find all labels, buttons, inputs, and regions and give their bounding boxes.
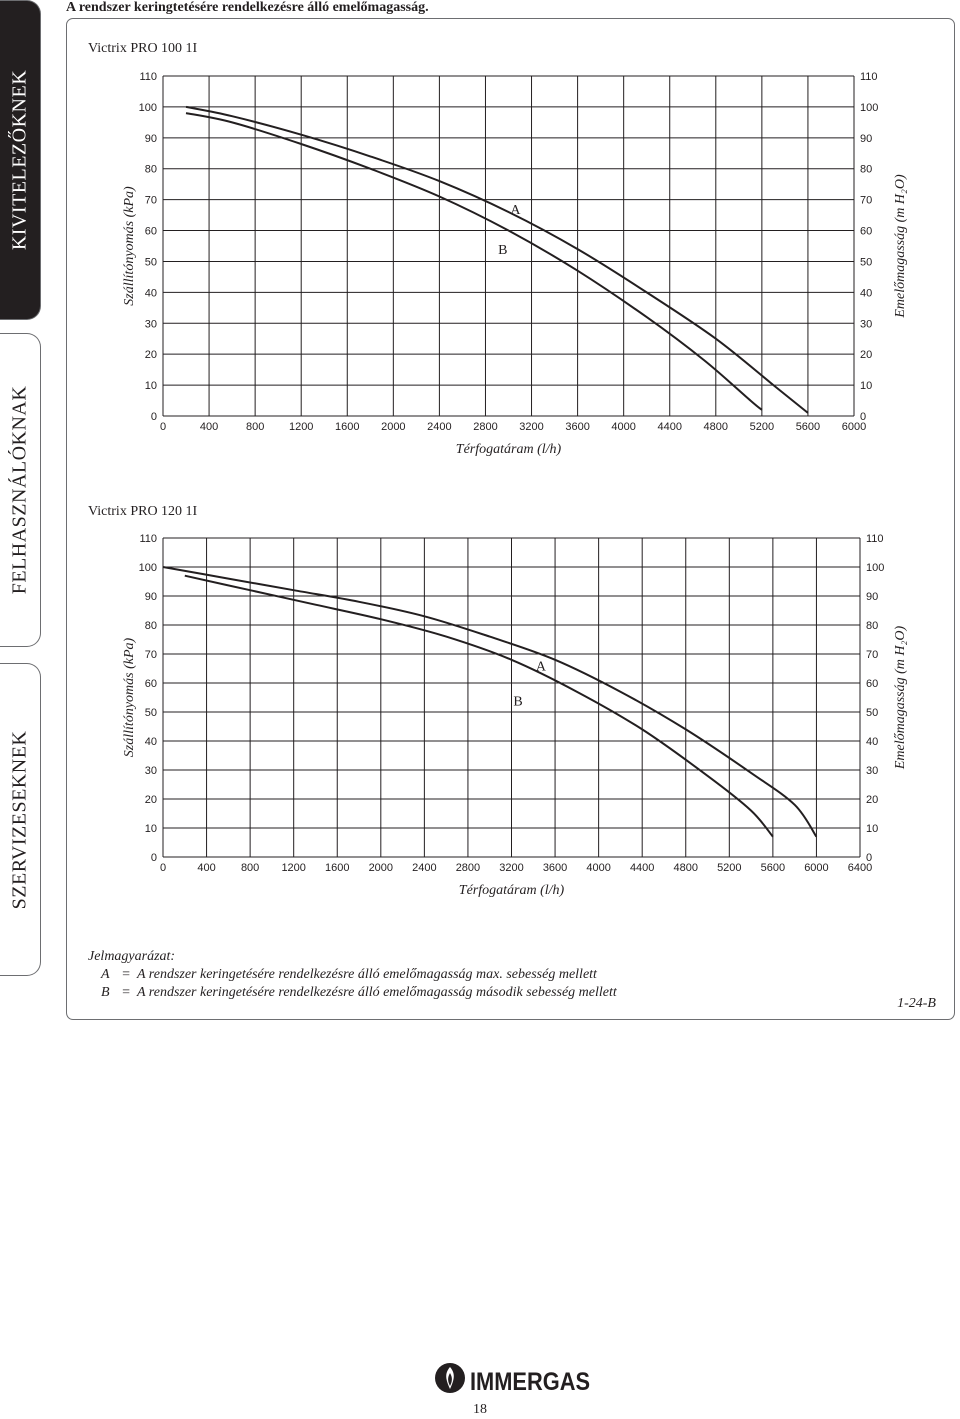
x-tick-label: 4000 (586, 862, 611, 874)
x-tick-label: 0 (159, 862, 167, 874)
y-tick-label: 100 (138, 562, 157, 574)
y-tick-label: 80 (144, 620, 157, 632)
curve-label: B (513, 694, 523, 710)
y-tick-label: 70 (144, 649, 157, 661)
x-tick-label: 3600 (565, 421, 590, 433)
legend-text: A rendszer keringetésére rendelkezésre álló emelőmagasság második sebesség mellett (137, 985, 617, 1000)
x-tick-label: 800 (245, 421, 265, 433)
curve-label: A (535, 659, 546, 675)
x-tick-label: 800 (240, 862, 260, 874)
y-tick-label: 110 (139, 71, 157, 83)
y-tick-label-right: 50 (860, 256, 873, 269)
x-tick-label: 2400 (412, 862, 437, 874)
immergas-logo (433, 1360, 593, 1396)
y-tick-label-right: 10 (860, 380, 873, 393)
legend-key: A (101, 967, 110, 982)
y-tick-label: 110 (139, 533, 157, 545)
legend-separator: = (121, 967, 131, 982)
y-tick-label: 0 (150, 411, 157, 423)
y-axis-label-right: Emelőmagasság (m H₂O) (893, 174, 908, 318)
y-tick-label: 20 (144, 349, 157, 362)
x-tick-label: 4400 (629, 862, 655, 874)
curve-label: A (510, 202, 521, 218)
x-tick-label: 1200 (281, 862, 306, 874)
x-tick-label: 2800 (455, 862, 481, 874)
x-tick-label: 4000 (611, 421, 636, 433)
legend-item-a (88, 966, 617, 984)
y-tick-label: 10 (144, 380, 157, 393)
x-tick-label: 4800 (673, 862, 698, 874)
chart-title: Victrix PRO 100 1I (88, 41, 198, 56)
x-tick-label: 1600 (335, 421, 360, 433)
x-tick-label: 4400 (657, 421, 682, 433)
y-tick-label-right: 20 (860, 349, 873, 362)
y-tick-label-right: 40 (866, 736, 879, 748)
y-tick-label: 90 (144, 132, 157, 145)
x-tick-label: 5600 (760, 862, 786, 874)
y-tick-label-right: 70 (860, 194, 873, 207)
y-tick-label-right: 0 (866, 852, 873, 864)
x-axis-label: Térfogatáram (l/h) (455, 442, 562, 457)
x-tick-label: 6000 (841, 421, 867, 433)
y-tick-label-right: 80 (860, 163, 873, 176)
y-axis-label: Szállítónyomás (kPa) (122, 186, 137, 306)
side-tab-label: FELHASZNÁLÓKNAK (8, 385, 31, 595)
x-tick-label: 2000 (368, 862, 394, 874)
y-tick-label: 20 (144, 794, 157, 806)
y-tick-label: 90 (144, 591, 157, 603)
y-tick-label-right: 110 (860, 71, 878, 83)
x-tick-label: 5600 (795, 421, 821, 433)
page-number: 18 (473, 1402, 487, 1417)
y-tick-label-right: 30 (866, 765, 879, 777)
y-axis-label: Szállítónyomás (kPa) (122, 637, 137, 758)
y-tick-label: 30 (144, 318, 157, 331)
figure-reference-code: 1-24-B (897, 996, 936, 1011)
legend-text: A rendszer keringetésére rendelkezésre álló emelőmagasság max. sebesség mellett (137, 967, 597, 982)
y-tick-label-right: 40 (860, 287, 873, 300)
y-tick-label-right: 110 (866, 533, 884, 545)
logo-wordmark: IMMERGAS (470, 1368, 590, 1396)
y-tick-label: 70 (144, 194, 157, 207)
y-tick-label-right: 10 (866, 823, 879, 835)
y-tick-label: 50 (144, 256, 157, 269)
x-tick-label: 400 (199, 421, 219, 433)
series-line-a (186, 107, 808, 413)
x-tick-label: 3200 (519, 421, 544, 433)
x-tick-label: 400 (197, 862, 216, 874)
x-tick-label: 6000 (804, 862, 829, 874)
y-tick-label-right: 100 (866, 562, 885, 574)
y-tick-label: 50 (144, 707, 157, 719)
x-tick-label: 2000 (381, 421, 406, 433)
y-tick-label-right: 20 (866, 794, 879, 806)
y-tick-label: 80 (144, 163, 157, 176)
side-tab-label: SZERVIZESEKNEK (8, 730, 31, 909)
y-tick-label: 40 (144, 736, 157, 748)
legend-heading: Jelmagyarázat: (88, 949, 176, 964)
x-axis-label: Térfogatáram (l/h) (458, 883, 565, 898)
y-tick-label: 0 (150, 852, 157, 864)
x-tick-label: 6400 (847, 862, 873, 874)
y-tick-label-right: 80 (866, 620, 879, 632)
y-tick-label: 100 (138, 101, 157, 114)
x-tick-label: 0 (159, 421, 167, 433)
x-tick-label: 1200 (288, 421, 314, 433)
y-tick-label-right: 60 (866, 678, 879, 690)
x-tick-label: 4800 (703, 421, 729, 433)
y-tick-label-right: 70 (866, 649, 879, 661)
y-tick-label-right: 90 (860, 132, 873, 145)
x-tick-label: 1600 (325, 862, 350, 874)
x-tick-label: 3200 (499, 862, 524, 874)
x-tick-label: 2400 (427, 421, 452, 433)
x-tick-label: 2800 (473, 421, 498, 433)
x-tick-label: 5200 (749, 421, 775, 433)
flame-icon (435, 1363, 465, 1393)
y-tick-label-right: 60 (860, 225, 873, 238)
y-tick-label: 60 (144, 225, 157, 238)
y-tick-label: 10 (144, 823, 157, 835)
y-tick-label-right: 50 (866, 707, 879, 719)
y-axis-label-right: Emelőmagasság (m H₂O) (893, 625, 908, 770)
y-tick-label-right: 0 (860, 411, 867, 423)
legend-item-b (88, 984, 617, 1002)
x-tick-label: 5200 (717, 862, 742, 874)
y-tick-label: 60 (144, 678, 157, 690)
side-tab-label: KIVITELEZŐKNEK (8, 69, 31, 251)
y-tick-label-right: 90 (866, 591, 879, 603)
y-tick-label-right: 30 (860, 318, 873, 331)
legend-separator: = (121, 985, 131, 1000)
series-line-b (185, 576, 773, 837)
legend-key: B (101, 985, 110, 1000)
legend (88, 948, 617, 1002)
y-tick-label: 40 (144, 287, 157, 300)
curve-label: B (498, 243, 508, 259)
x-tick-label: 3600 (542, 862, 568, 874)
y-tick-label-right: 100 (860, 101, 879, 114)
series-line-a (163, 567, 816, 837)
y-tick-label: 30 (144, 765, 157, 777)
chart-title: Victrix PRO 120 1I (88, 504, 198, 519)
page-header-title: A rendszer keringtetésére rendelkezésre álló emelőmagasság. (66, 0, 429, 15)
